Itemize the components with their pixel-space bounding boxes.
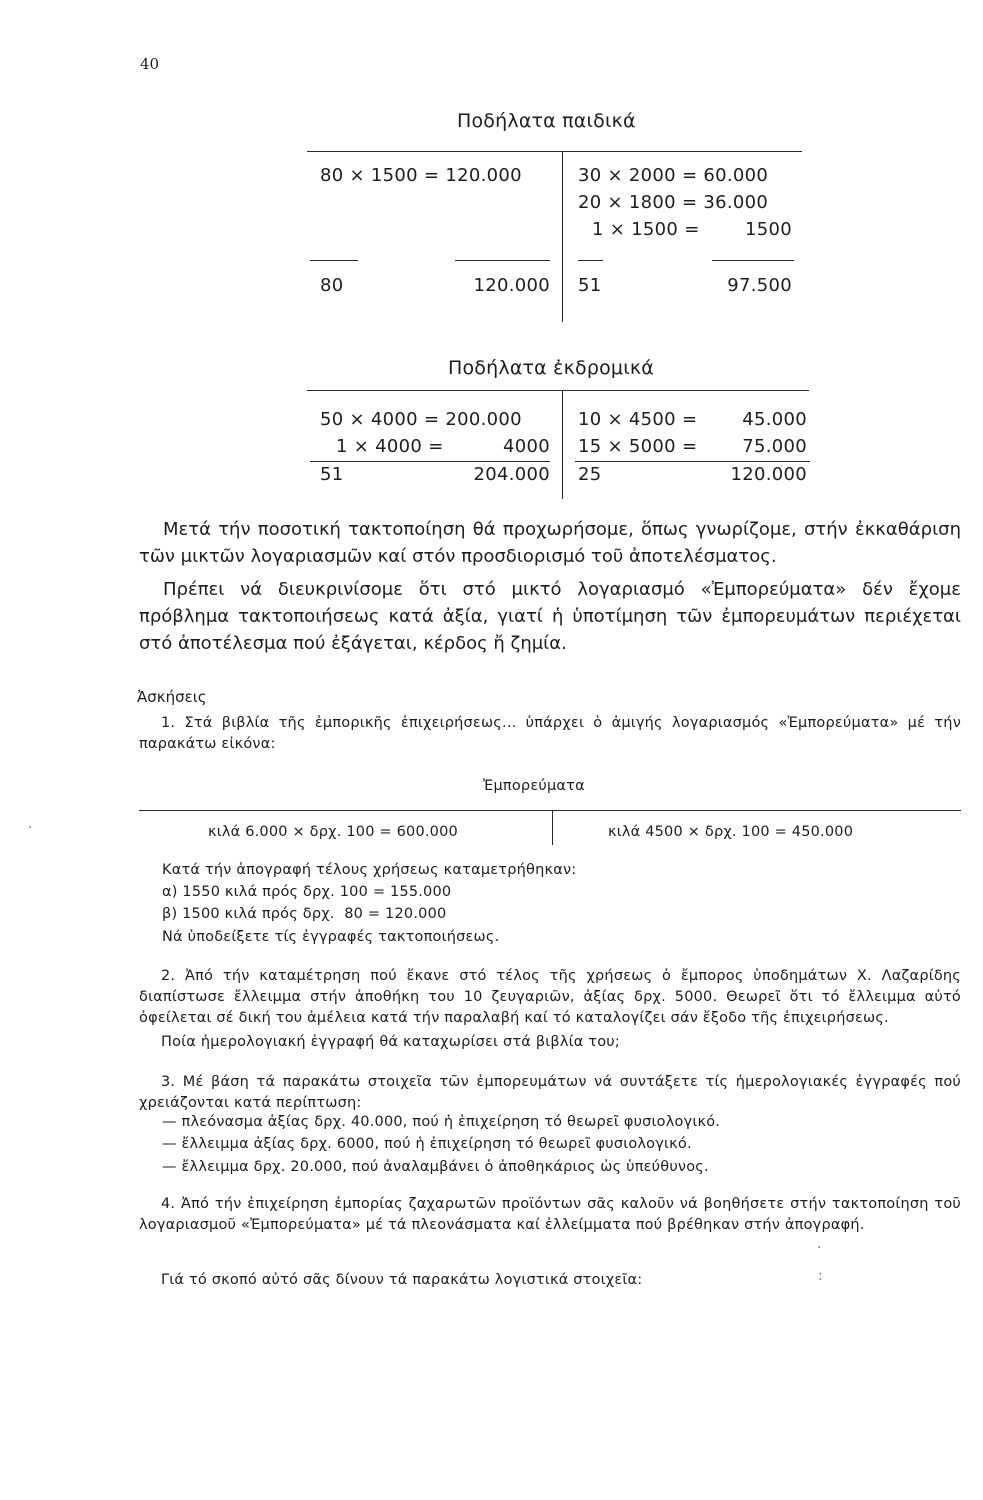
exercise-4 (139, 1194, 961, 1236)
credit-total-qty: 25 (578, 464, 602, 485)
exercise-2-question (139, 1032, 961, 1053)
account-title: Ἐμπορεύματα (483, 778, 585, 794)
credit-line: 30 × 2000 = 60.000 (578, 165, 769, 186)
credit-line: 20 × 1800 = 36.000 (578, 192, 769, 213)
page-number: 40 (140, 55, 160, 73)
credit-line-formula: 1 × 1500 = (592, 219, 700, 240)
credit-line-value: 75.000 (742, 436, 807, 457)
scan-speck: : (818, 1268, 823, 1284)
debit-total-qty: 80 (320, 275, 344, 296)
credit-entry: κιλά 4500 × δρχ. 100 = 450.000 (608, 824, 854, 840)
credit-total-value: 120.000 (730, 464, 807, 485)
exercises-heading: Ἀσκήσεις (137, 688, 207, 706)
exercise-line: α) 1550 κιλά πρός δρχ. 100 = 155.000 (162, 884, 452, 900)
account-title: Ποδήλατα ἐκδρομικά (448, 357, 654, 379)
debit-total-value: 204.000 (473, 464, 550, 485)
debit-total-qty: 51 (320, 464, 344, 485)
paragraph-text: Πρέπει νά διευκρινίσομε ὅτι στό μικτό λογαριασμό «Ἐμπορεύματα» δέν ἔχομε πρόβλημα τακτοποιήσεως κατά ἀξία, γιατί ἡ ὑποτίμηση τῶν ἐμπορευμάτων περιέχεται στό ἀποτέλεσμα πού ἐξάγεται, κέρδος ἤ ζημία. (139, 579, 961, 654)
account-top-rule (307, 390, 809, 391)
exercise-2 (139, 966, 961, 1029)
account-center-rule (552, 811, 553, 845)
account-title: Ποδήλατα παιδικά (457, 110, 636, 132)
exercise-list-item: — ἔλλειμμα δρχ. 20.000, πού ἀναλαμβάνει ὁ ἀποθηκάριος ὡς ὑπεύθυνος. (162, 1159, 709, 1175)
account-center-rule (562, 391, 563, 499)
subtotal-rule (712, 260, 794, 261)
debit-line: 50 × 4000 = 200.000 (320, 409, 522, 430)
exercise-text: 4. Ἀπό τήν ἐπιχείρηση ἐμπορίας ζαχαρωτῶν προϊόντων σᾶς καλοῦν νά βοηθήσετε στήν τακτοποίηση τοῦ λογαριασμοῦ «Ἐμπορεύματα» μέ τά πλεονάσματα καί ἐλλείμματα πού βρέθηκαν στήν ἀπογραφή. (139, 1196, 961, 1233)
exercise-4-followup (139, 1270, 961, 1291)
account-top-rule (307, 151, 802, 152)
exercise-text: Ποία ἡμερολογιακή ἐγγραφή θά καταχωρίσει στά βιβλία του; (161, 1034, 620, 1050)
credit-line-value: 45.000 (742, 409, 807, 430)
total-rule (310, 461, 550, 462)
debit-entry: κιλά 6.000 × δρχ. 100 = 600.000 (208, 824, 458, 840)
body-paragraph (139, 576, 961, 657)
credit-total-qty: 51 (578, 275, 602, 296)
debit-line: 80 × 1500 = 120.000 (320, 165, 522, 186)
paragraph-text: Μετά τήν ποσοτική τακτοποίηση θά προχωρήσομε, ὅπως γνωρίζομε, στήν ἐκκαθάριση τῶν μικτῶν λογαριασμῶν καί στόν προσδιορισμό τοῦ ἀποτελέσματος. (139, 519, 961, 567)
scan-speck: · (817, 1240, 822, 1256)
account-top-rule (139, 810, 961, 811)
credit-line-value: 1500 (744, 219, 792, 240)
subtotal-rule (310, 260, 358, 261)
exercise-line: β) 1500 κιλά πρός δρχ. 80 = 120.000 (162, 906, 447, 922)
total-rule (575, 461, 810, 462)
debit-line-formula: 1 × 4000 = (336, 436, 444, 457)
exercise-list-item: — πλεόνασμα ἀξίας δρχ. 40.000, πού ἡ ἐπιχείρηση τό θεωρεῖ φυσιολογικό. (162, 1114, 721, 1130)
credit-total-value: 97.500 (727, 275, 792, 296)
exercise-list-item: — ἔλλειμμα ἀξίας δρχ. 6000, πού ἡ ἐπιχείρηση τό θεωρεῖ φυσιολογικό. (162, 1136, 692, 1152)
exercise-line: Νά ὑποδείξετε τίς ἐγγραφές τακτοποιήσεως. (162, 929, 500, 945)
subtotal-rule (455, 260, 550, 261)
exercise-text: 1. Στά βιβλία τῆς ἐμπορικῆς ἐπιχειρήσεως... ὑπάρχει ὁ ἀμιγής λογαριασμός «Ἐμπορεύματα» μέ τήν παρακάτω εἰκόνα: (139, 715, 961, 752)
exercise-3 (139, 1072, 961, 1114)
debit-total-value: 120.000 (473, 275, 550, 296)
exercise-text: 3. Μέ βάση τά παρακάτω στοιχεῖα τῶν ἐμπορευμάτων νά συντάξετε τίς ἡμερολογιακές ἐγγραφές πού χρειάζονται κατά περίπτωση: (139, 1074, 961, 1111)
debit-line-value: 4000 (502, 436, 550, 457)
subtotal-rule (578, 260, 603, 261)
scan-speck: · (28, 820, 33, 836)
exercise-text: 2. Ἀπό τήν καταμέτρηση πού ἔκανε στό τέλος τῆς χρήσεως ὁ ἔμπορος ὑποδημάτων Χ. Λαζαρίδης διαπίστωσε ἔλλειμμα στήν ἀποθήκη του 10 ζευγαριῶν, ἀξίας δρχ. 5000. Θεωρεῖ ὅτι τό ἔλλειμμα αὐτό ὀφείλεται σέ δική του ἀμέλεια κατά τήν παραλαβή καί τό καταλογίζει σάν ἔξοδο τῆς ἐπιχειρήσεως. (139, 968, 961, 1026)
credit-line-formula: 10 × 4500 = (578, 409, 698, 430)
exercise-1-intro (139, 713, 961, 755)
body-paragraph (139, 516, 961, 570)
exercise-text: Γιά τό σκοπό αὐτό σᾶς δίνουν τά παρακάτω λογιστικά στοιχεῖα: (161, 1272, 643, 1288)
credit-line-formula: 15 × 5000 = (578, 436, 698, 457)
account-center-rule (562, 152, 563, 322)
exercise-line: Κατά τήν ἀπογραφή τέλους χρήσεως καταμετρήθηκαν: (162, 862, 577, 878)
